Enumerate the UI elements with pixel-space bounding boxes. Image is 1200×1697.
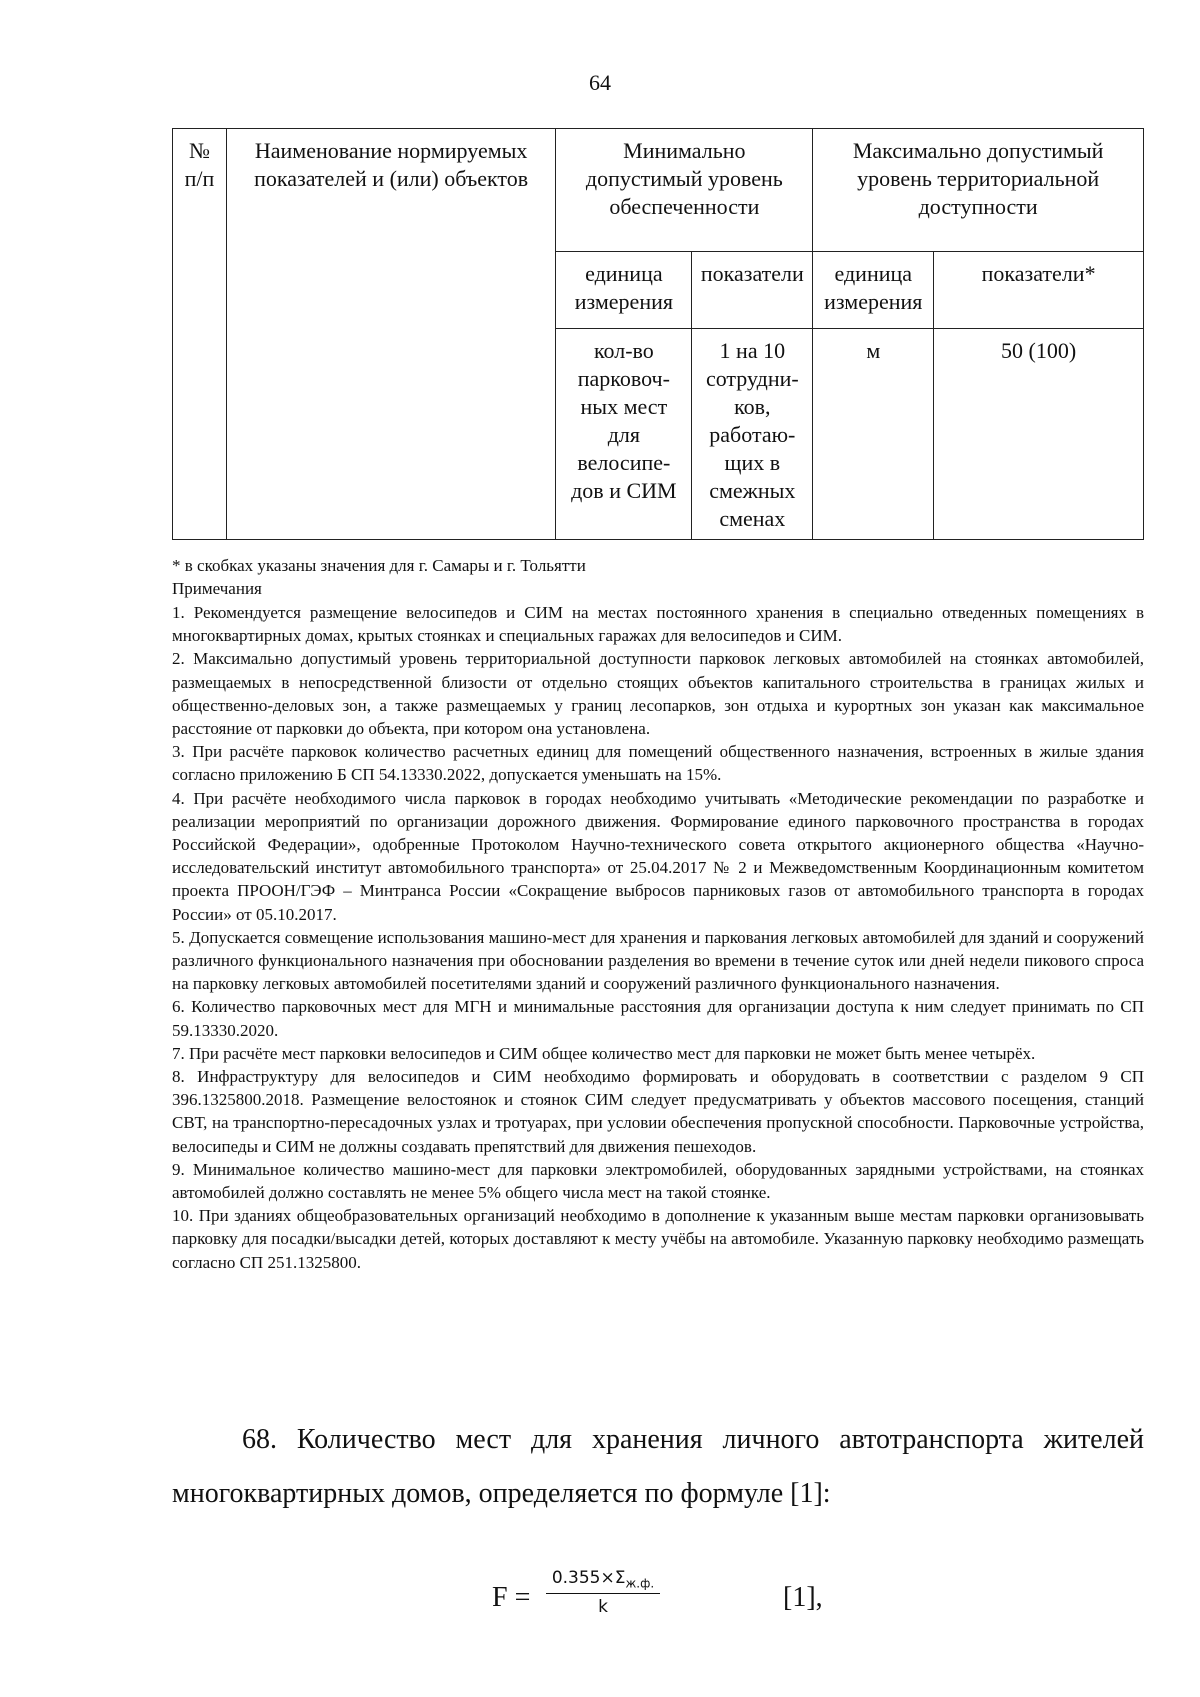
formula-1 xyxy=(0,1568,1200,1638)
section-68-text: 68. Количество мест для хранения личного автотранспорта жителей многоквартирных домов, определяется по формуле [1]: xyxy=(172,1424,1144,1509)
table-row xyxy=(173,329,1144,540)
header-min-level-cell: Минимально допустимый уровень обеспеченности xyxy=(556,129,813,252)
formula-denominator: k xyxy=(598,1597,608,1618)
subheader-value-max: показатели* xyxy=(934,252,1144,329)
formula-lhs: F = xyxy=(492,1582,531,1613)
page-number: 64 xyxy=(589,70,611,95)
note-item: 7. При расчёте мест парковки велосипедов и СИМ общее количество мест для парковки не может быть менее четырёх. xyxy=(172,1043,1036,1063)
notes-title: Примечания xyxy=(172,579,262,598)
subheader-unit-max: единица измерения xyxy=(813,252,934,329)
section-68 xyxy=(172,1413,1144,1521)
table-footnote: * в скобках указаны значения для г. Самары и г. Тольятти xyxy=(172,556,586,575)
note-item: 5. Допускается совмещение использования машино-мест для хранения и паркования легковых автомобилей для зданий и сооружений различного функционального назначения при обосновании разделения во времени в течение суток или дней недели пикового спроса на парковку легковых автомобилей посетителями зданий и сооружений различного функционального назначения. xyxy=(172,927,1144,994)
note-item: 1. Рекомендуется размещение велосипедов и СИМ на местах постоянного хранения в специально отведенных помещениях в многоквартирных домах, крытых стоянках и специальных гаражах для велосипедов и СИМ. xyxy=(172,603,1144,646)
header-number-cell: № п/п xyxy=(173,129,227,329)
note-item: 9. Минимальное количество машино-мест для парковки электромобилей, оборудованных зарядными устройствами, на стоянках автомобилей должно составлять не менее 5% общего числа мест на такой стоянке. xyxy=(172,1159,1144,1203)
row-max-unit-cell: м xyxy=(813,329,934,540)
header-name-cell: Наименование нормируемых показателей и (или) объектов xyxy=(226,129,555,329)
row-name-cell xyxy=(226,329,555,540)
note-item: 8. Инфраструктуру для велосипедов и СИМ необходимо формировать и оборудовать в соответствии с разделом 9 СП 396.1325800.2018. Размещение велостоянок и стоянок СИМ следует предусматривать у объектов массового посещения, станций СВТ, на транспортно-пересадочных узлах и тротуарах, при условии обеспечения пропускной способности. Парковочные устройства, велосипеды и СИМ не должны создавать препятствий для движения пешеходов. xyxy=(172,1067,1144,1156)
note-item: 3. При расчёте парковок количество расчетных единиц для помещений общественного назначения, встроенных в жилые здания согласно приложению Б СП 54.13330.2022, допускается уменьшать на 15%. xyxy=(172,742,1144,785)
row-number-cell xyxy=(173,329,227,540)
formula-fraction xyxy=(546,1568,660,1617)
note-item: 2. Максимально допустимый уровень территориальной доступности парковок легковых автомобилей на стоянках автомобилей, размещаемых в непосредственной близости от отдельно стоящих объектов капитального строительства в границах жилых и общественно-деловых зон, а также размещаемых у границ лесопарков, зон отдыха и курортных зон указан как максимальное расстояние от парковки до объекта, при котором она установлена. xyxy=(172,649,1144,739)
row-max-value-cell: 50 (100) xyxy=(934,329,1144,540)
table-header-row xyxy=(173,129,1144,252)
formula-numerator-sub: ж.ф. xyxy=(625,1576,655,1591)
norms-table xyxy=(172,128,1144,540)
note-item: 6. Количество парковочных мест для МГН и минимальные расстояния для организации доступа к ним следует принимать по СП 59.13330.2020. xyxy=(172,997,1144,1040)
formula-reference: [1], xyxy=(783,1582,823,1613)
note-item: 4. При расчёте необходимого числа парковок в городах необходимо учитывать «Методические рекомендации по разработке и реализации мероприятий по организации дорожного движения. Формирование единого парковочного пространства в городах Российской Федерации», одобренные Протоколом Научно-технического совета открытого акционерного общества «Научно-исследовательский институт автомобильного транспорта» от 25.04.2017 № 2 и Межведомственным Координационным комитетом проекта ПРООН/ГЭФ – Минтранса России «Сокращение выбросов парниковых газов от автомобильного транспорта в городах России» от 05.10.2017. xyxy=(172,788,1144,924)
header-max-level-cell: Максимально допустимый уровень территориальной доступности xyxy=(813,129,1144,252)
row-min-value-cell: 1 на 10 сотрудни-ков, работаю-щих в смежных сменах xyxy=(692,329,813,540)
row-min-unit-cell: кол-во парковоч-ных мест для велосипе-дов и СИМ xyxy=(556,329,692,540)
note-item: 10. При зданиях общеобразовательных организаций необходимо в дополнение к указанным выше местам парковки организовывать парковку для посадки/высадки детей, которых доставляют к месту учёбы на автомобиле. Указанную парковку необходимо размещать согласно СП 251.1325800. xyxy=(172,1206,1144,1272)
subheader-value-min: показатели xyxy=(692,252,813,329)
subheader-unit-min: единица измерения xyxy=(556,252,692,329)
formula-numerator xyxy=(546,1568,660,1594)
formula-numerator-main: 0.355×Σ xyxy=(551,1568,626,1588)
notes-list xyxy=(172,601,1144,1274)
